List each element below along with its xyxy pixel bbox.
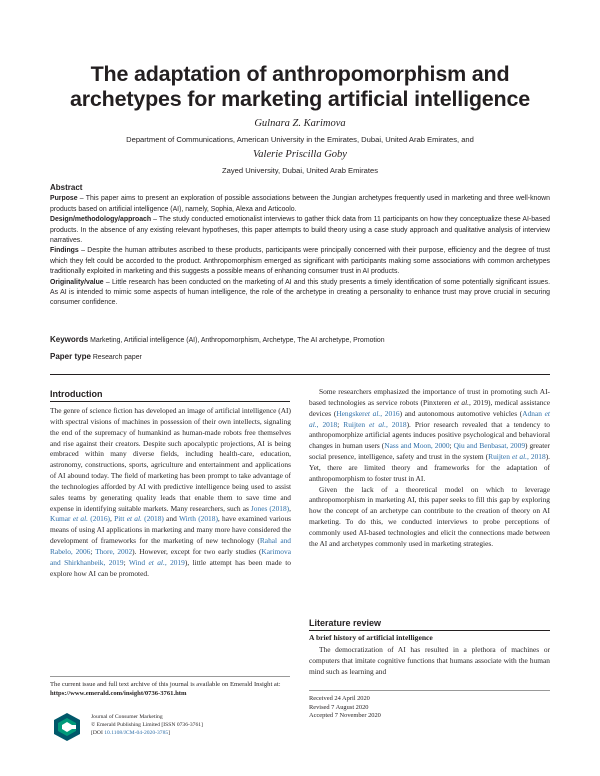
section-heading-literature-review: Literature review xyxy=(309,618,382,628)
literature-body xyxy=(309,645,550,678)
author-affiliation: Department of Communications, American University in the Emirates, Dubai, United Arab Emirates, and xyxy=(126,135,474,144)
journal-name: Journal of Consumer Marketing xyxy=(91,714,163,720)
article-title: The adaptation of anthropomorphism and archetypes for marketing artificial intelligence xyxy=(70,62,530,111)
citation-link[interactable]: Nass and Moon, 2000 xyxy=(384,441,450,451)
author-affiliation: Zayed University, Dubai, United Arab Emirates xyxy=(221,166,379,175)
citation-link[interactable]: Jones (2018) xyxy=(250,503,290,513)
paragraph: Some researchers emphasized the importance of trust in promoting such AI-based technologies as service robots (Pinxteren et al., 2019), medical assistance devices (Hengskeret al., 2016) and autonomous automotive vehicles (Adnan et al., 2018; Ruijten et al., 2018). Prior research revealed that a tendency to anthropomorphize artificial agents induces positive psychological and behavioral changes in human users (Nass and Moon, 2000; Qiu and Benbasat, 2009) greater social presence, intelligence, safety and trust in the system (Ruijten et al., 2018). Yet, there are limited theory and frameworks for the adaptation of anthropomorphism to foster trust in AI. xyxy=(309,387,551,483)
article-dates xyxy=(309,695,550,721)
abstract-originality: Originality/value – Little research has been conducted on the marketing of AI and this study presents a timely identification of some potentially significant issues. As AI is intended to mimic some aspects of human intelligence, the role of the archetype in creating a personality to enhance trust may prove crucial in securing consumer confidence. xyxy=(50,278,550,307)
subsection-heading: A brief history of artificial intelligence xyxy=(309,633,433,642)
divider xyxy=(50,401,290,402)
citation-link[interactable]: Rahal and Rabelo, 2006 xyxy=(50,536,291,556)
paragraph: Given the lack of a theoretical model on which to leverage anthropomorphism in marketing AI, this paper seeks to fill this gap by exploring how the concept of an archetype can contribute to the creation of theory on AI marketing. To do this, we conducted interviews to probe perceptions of commonly used AI-based technologies and elicit the connections made between the AI and archetypes commonly used in marketing strategies. xyxy=(309,484,550,548)
citation-link[interactable]: Karimova and Shirkhanbeik, 2019 xyxy=(50,546,291,567)
citation-link[interactable]: Wirth (2018) xyxy=(178,514,218,524)
emerald-logo-icon xyxy=(50,710,84,744)
citation-link[interactable]: Kumar et al. (2016) xyxy=(50,514,111,524)
section-heading-introduction: Introduction xyxy=(50,389,103,399)
citation-link[interactable]: Qiu and Benbasat, 2009 xyxy=(453,441,526,451)
abstract-findings: Findings – Despite the human attributes ascribed to these products, participants were principally concerned with their purpose, efficiency and the degree of trust which they felt could be accorded to the product. Anthropomorphism emerged as significant with participants making some associations with common archetypes traditionally exploited in marketing and this suggests a possible means of enhancing consumer trust in AI products. xyxy=(50,247,550,276)
author-name: Gulnara Z. Karimova xyxy=(254,118,346,129)
citation-link[interactable]: Pitt et al. (2018) xyxy=(114,514,164,524)
date-revised: Revised 7 August 2020 xyxy=(309,703,369,711)
footnote: The current issue and full text archive of this journal is available on Emerald Insight at: https://www.emerald.com/insight/0736-3761.htm xyxy=(50,681,281,697)
divider xyxy=(50,374,550,375)
abstract-design: Design/methodology/approach – The study conducted emotionalist interviews to gather thick data from 11 participants on how they conceptualize these AI-based products. In the absence of any existing relevant hypotheses, this paper attempts to build theory using a case study approach and qualitative analysis of interview narratives. xyxy=(50,216,550,245)
citation-link[interactable]: Wind et al., 2019 xyxy=(128,557,185,567)
citation-link[interactable]: Ruijten et al., 2018 xyxy=(343,419,407,429)
journal-info xyxy=(91,713,291,738)
abstract-purpose: Purpose – This paper aims to present an exploration of possible associations between the Jungian archetypes frequently used in marketing and three well-known products based on artificial intelligence (AI), namely, Sophia, Alexa and Articoolo. xyxy=(50,195,550,213)
paper-type: Paper type Research paper xyxy=(50,352,142,361)
divider xyxy=(309,630,550,631)
keywords: Keywords Marketing, Artificial intelligence (AI), Anthropomorphism, Archetype, The AI archetype, Promotion xyxy=(50,335,385,344)
dates-rule xyxy=(309,690,550,691)
date-received: Received 24 April 2020 xyxy=(309,695,370,702)
date-accepted: Accepted 7 November 2020 xyxy=(309,712,381,720)
abstract-heading: Abstract xyxy=(50,183,83,192)
journal-publisher: © Emerald Publishing Limited [ISSN 0736-3761] xyxy=(91,722,203,729)
citation-link[interactable]: Thore, 2002 xyxy=(95,546,133,556)
citation-link[interactable]: Hengskeret al., 2016 xyxy=(336,408,400,418)
footnote-rule xyxy=(50,676,290,677)
introduction-body xyxy=(50,406,291,580)
citation-link[interactable]: Ruijten et al., 2018 xyxy=(488,452,546,462)
journal-doi: [DOI 10.1108/JCM-04-2020-3785] xyxy=(91,730,171,737)
paragraph: The democratization of AI has resulted in a plethora of machines or computers that imitate cognitive functions that humans associate with the human mind such as learning and xyxy=(309,645,550,676)
archive-link[interactable]: https://www.emerald.com/insight/0736-3761.htm xyxy=(50,690,187,697)
doi-link[interactable]: 10.1108/JCM-04-2020-3785 xyxy=(104,730,169,737)
right-column-body xyxy=(309,387,550,550)
citation-link[interactable]: Adnan et al., 2018 xyxy=(309,408,550,429)
author-name: Valerie Priscilla Goby xyxy=(253,149,347,160)
abstract xyxy=(50,183,550,309)
paragraph: The genre of science fiction has developed an image of artificial intelligence (AI) with spectral visions of machines in possession of their own intellects, signaling the end of the supremacy of humankind as human-made robots free themselves and rise against their creators. Despite such apocalyptic projections, AI is being embraced within many diverse fields, including health-care, education, astronomy, constructions, sports, agriculture and entertainment and applications of AI abound today. The field of marketing has been prompt to take advantage of the technologies afforded by AI with predictive intelligence being used to assist sales teams by generating quality leads that enable them to save time and expense in identifying suitable markets. Many researchers, such as Jones (2018), Kumar et al. (2016), Pitt et al. (2018) and Wirth (2018), have examined various means of using AI applications in marketing and many more have considered the development of frameworks for the marketing of new technology (Rahal and Rabelo, 2006; Thore, 2002). However, except for two early studies (Karimova and Shirkhanbeik, 2019; Wind et al., 2019), little attempt has been made to explore how AI can be promoted. xyxy=(50,406,292,578)
